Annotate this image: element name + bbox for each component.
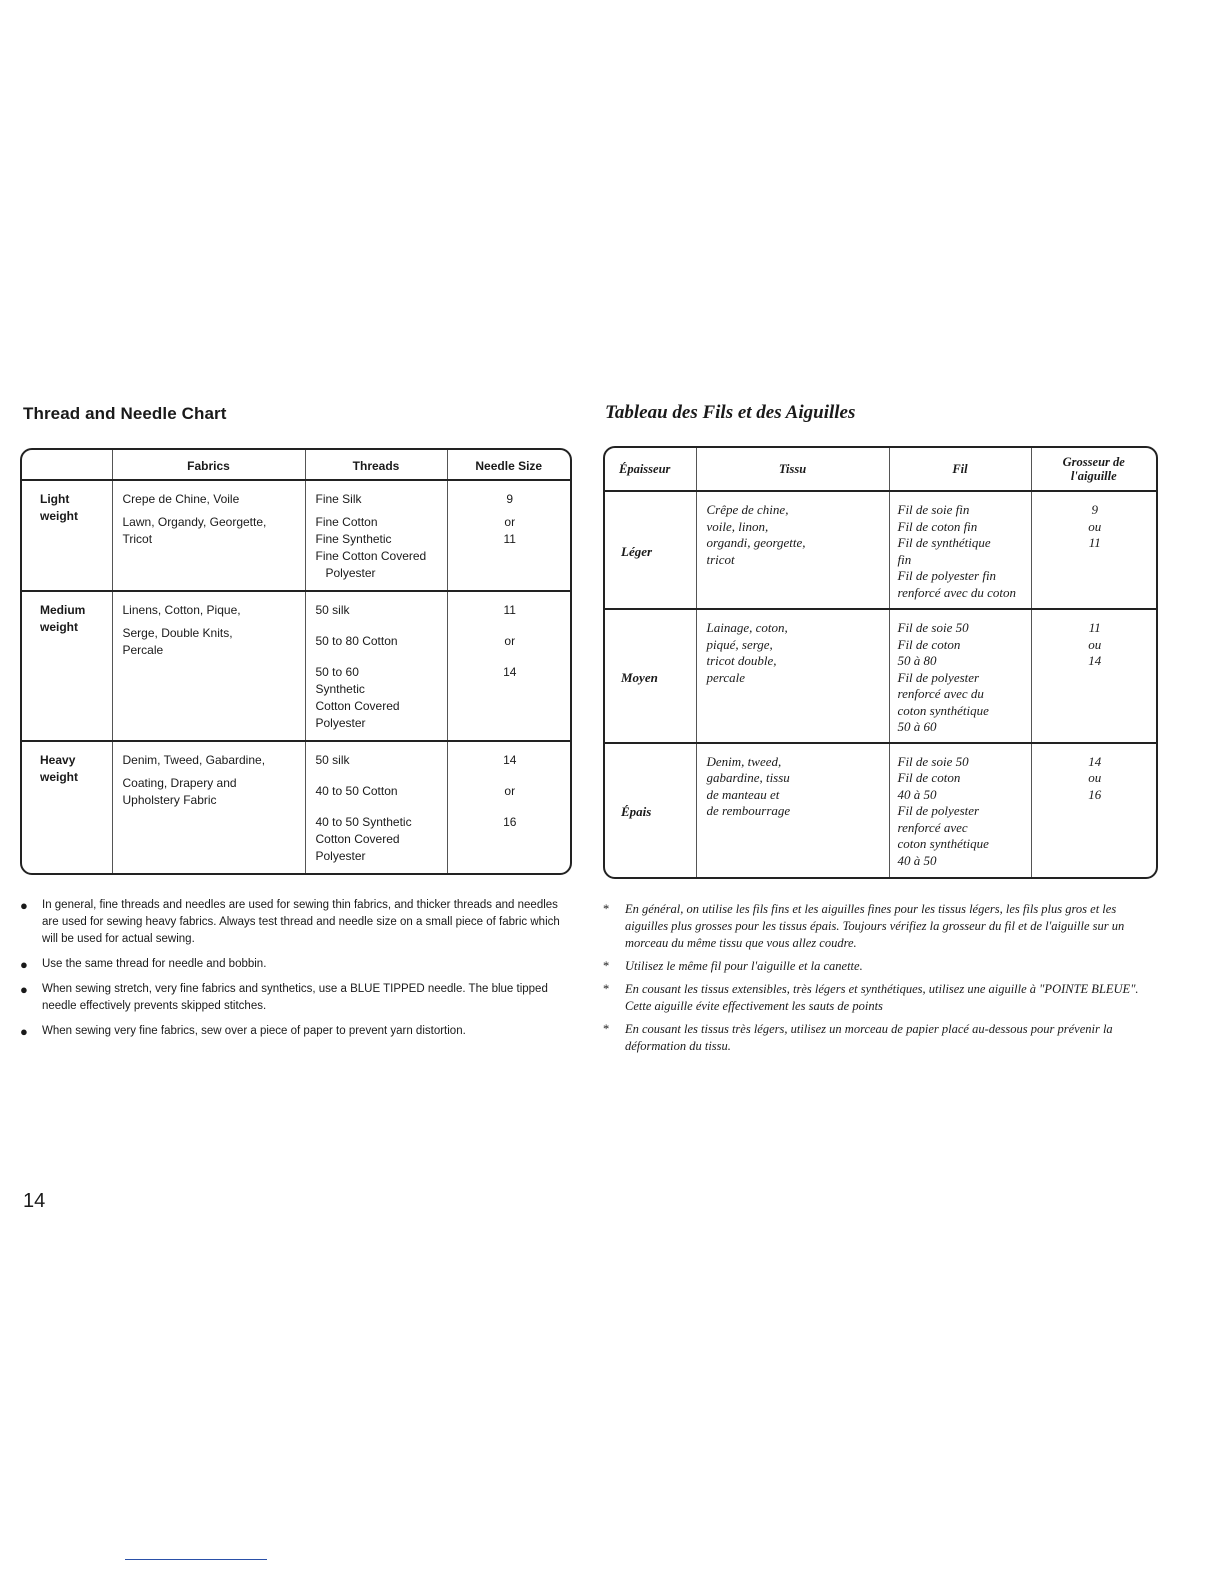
needle-cell: 11 ou 14 (1031, 609, 1156, 743)
header-tissu: Tissu (696, 448, 889, 491)
table-row-epais (605, 743, 1156, 877)
list-item: ● When sewing very fine fabrics, sew over a piece of paper to prevent yarn distortion. (20, 1024, 466, 1039)
table-row-moyen (605, 609, 1156, 743)
header-fil: Fil (889, 448, 1031, 491)
english-table (22, 450, 570, 873)
list-item: * Utilisez le même fil pour l'aiguille et la canette. (603, 958, 863, 973)
threads-cell: Fil de soie 50 Fil de coton 50 à 80 Fil de polyester renforcé avec du coton synthétique 50 à 60 (889, 609, 1031, 743)
english-header-row (22, 450, 570, 480)
weight-label: Heavy weight (22, 741, 112, 873)
bullet-icon: ● (20, 1024, 28, 1039)
header-epaisseur: Épaisseur (605, 448, 696, 491)
weight-label: Light weight (22, 480, 112, 591)
english-chart (20, 448, 572, 875)
asterisk-icon: * (603, 958, 610, 973)
weight-label: Moyen (605, 609, 696, 743)
threads-cell: Fine Silk Fine Cotton Fine Synthetic Fine Cotton Covered Polyester (305, 480, 447, 591)
threads-cell: Fil de soie 50 Fil de coton 40 à 50 Fil de polyester renforcé avec coton synthétique 40 à 50 (889, 743, 1031, 877)
needle-cell: 14 ou 16 (1031, 743, 1156, 877)
header-grosseur: Grosseur de l'aiguille (1031, 448, 1156, 491)
fabrics-cell: Crepe de Chine, Voile Lawn, Organdy, Georgette, Tricot (112, 480, 305, 591)
list-item: * En cousant les tissus extensibles, très légers et synthétiques, utilisez une aiguille à "POINTE BLEUE". Cette aiguille évite effectivement les sauts de points (603, 981, 1139, 1013)
page-number: 14 (23, 1190, 46, 1212)
fabrics-cell: Denim, tweed, gabardine, tissu de manteau et de rembourrage (696, 743, 889, 877)
threads-cell: Fil de soie fin Fil de coton fin Fil de synthétique fin Fil de polyester fin renforcé avec du coton (889, 491, 1031, 609)
needle-cell: 9 ou 11 (1031, 491, 1156, 609)
weight-label: Épais (605, 743, 696, 877)
french-title: Tableau des Fils et des Aiguilles (605, 402, 856, 423)
needle-cell: 14 or 16 (447, 741, 570, 873)
bullet-icon: ● (20, 957, 28, 972)
header-fabrics: Fabrics (112, 450, 305, 480)
weight-label: Léger (605, 491, 696, 609)
fabrics-cell: Lainage, coton, piqué, serge, tricot double, percale (696, 609, 889, 743)
asterisk-icon: * (603, 1021, 610, 1036)
fabrics-cell: Denim, Tweed, Gabardine, Coating, Drapery and Upholstery Fabric (112, 741, 305, 873)
english-section (20, 404, 572, 1048)
english-notes (20, 897, 572, 1040)
french-chart (603, 446, 1158, 879)
header-threads: Threads (305, 450, 447, 480)
french-header-row (605, 448, 1156, 491)
weight-label: Medium weight (22, 591, 112, 741)
english-title: Thread and Needle Chart (23, 404, 227, 423)
list-item: * En cousant les tissus très légers, utilisez un morceau de papier placé au-dessous pour prévenir la déformation du tissu. (603, 1021, 1113, 1053)
table-row-light (22, 480, 570, 591)
header-weight (22, 450, 112, 480)
list-item: * En général, on utilise les fils fins et les aiguilles fines pour les tissus légers, les fils plus gros et les aiguilles plus grosses pour les tissus épais. Toujours vérifiez la grosseur du fil et de l'aiguille sur un morceau du même tissu que vous allez coudre. (603, 901, 1125, 950)
needle-cell: 9 or 11 (447, 480, 570, 591)
list-item: ● Use the same thread for needle and bobbin. (20, 957, 267, 972)
footer-rule (125, 1559, 267, 1560)
table-row-heavy (22, 741, 570, 873)
bullet-icon: ● (20, 898, 28, 913)
header-needle-size: Needle Size (447, 450, 570, 480)
fabrics-cell: Crêpe de chine, voile, linon, organdi, georgette, tricot (696, 491, 889, 609)
table-row-medium (22, 591, 570, 741)
asterisk-icon: * (603, 981, 610, 996)
needle-cell: 11 or 14 (447, 591, 570, 741)
threads-cell: 50 silk 40 to 50 Cotton 40 to 50 Synthetic Cotton Covered Polyester (305, 741, 447, 873)
asterisk-icon: * (603, 901, 610, 916)
threads-cell: 50 silk 50 to 80 Cotton 50 to 60 Synthetic Cotton Covered Polyester (305, 591, 447, 741)
table-row-leger (605, 491, 1156, 609)
french-section (603, 402, 1158, 1061)
fabrics-cell: Linens, Cotton, Pique, Serge, Double Knits, Percale (112, 591, 305, 741)
french-table (605, 448, 1156, 877)
list-item: ● In general, fine threads and needles are used for sewing thin fabrics, and thicker threads and needles are used for sewing heavy fabrics. Always test thread and needle size on a small piece of fabric which will be used for actual sewing. (20, 898, 560, 945)
french-notes (603, 901, 1158, 1055)
list-item: ● When sewing stretch, very fine fabrics and synthetics, use a BLUE TIPPED needle. The blue tipped needle effectively prevents skipped stitches. (20, 982, 548, 1012)
bullet-icon: ● (20, 982, 28, 997)
